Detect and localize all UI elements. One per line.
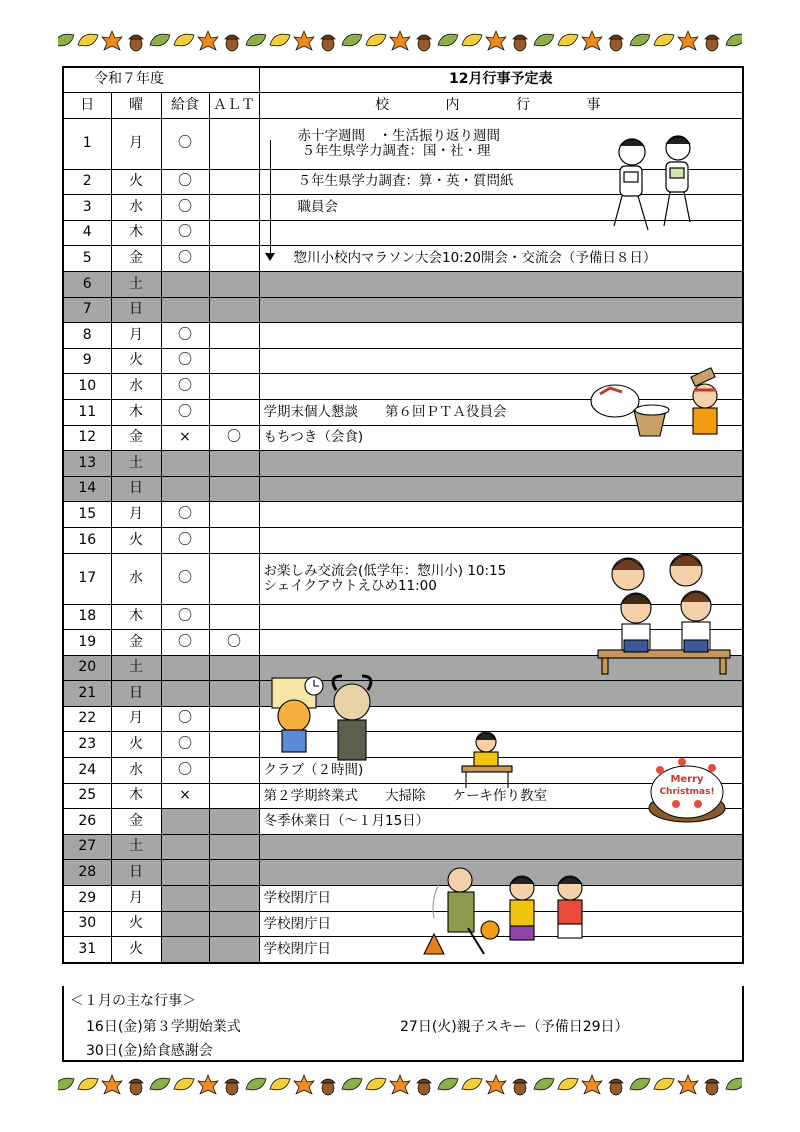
lunch-mark: 〇 [161, 348, 209, 374]
weekday: 月 [111, 886, 161, 912]
leaf-icon [366, 1078, 386, 1090]
alt-mark [209, 271, 259, 297]
weekday: 金 [111, 246, 161, 272]
alt-mark: 〇 [209, 630, 259, 656]
day-number: 1 [63, 118, 111, 169]
event-text: ５年生県学力調査：算・英・質問紙 [297, 173, 514, 190]
school-mascots-illustration [266, 672, 386, 768]
lunch-mark: × [161, 783, 209, 809]
student-at-desk-illustration [456, 728, 518, 790]
lunch-mark: 〇 [161, 374, 209, 400]
weekday: 火 [111, 937, 161, 963]
schedule-row [63, 937, 743, 963]
event-text: 学校閉庁日 [263, 889, 331, 906]
schedule-row [63, 476, 743, 502]
alt-mark [209, 834, 259, 860]
leaf-icon [654, 34, 674, 46]
event-cell [259, 297, 743, 323]
weekday: 火 [111, 348, 161, 374]
col-header-day: 日 [63, 93, 111, 119]
maple-leaf-icon [390, 31, 410, 50]
alt-mark [209, 220, 259, 246]
children-sitting-bench-illustration [596, 546, 736, 676]
schedule-row [63, 246, 743, 272]
leaf-icon [342, 1078, 362, 1090]
lunch-mark: 〇 [161, 527, 209, 553]
schedule-row [63, 502, 743, 528]
day-number: 14 [63, 476, 111, 502]
lunch-mark: 〇 [161, 604, 209, 630]
lunch-mark: 〇 [161, 706, 209, 732]
lunch-mark: 〇 [161, 399, 209, 425]
lunch-mark [161, 809, 209, 835]
lunch-mark: × [161, 425, 209, 451]
alt-mark [209, 937, 259, 963]
event-text: シェイクアウトえひめ11:00 [263, 577, 437, 594]
leaf-icon [534, 1078, 554, 1090]
alt-mark [209, 681, 259, 707]
weekday: 火 [111, 527, 161, 553]
day-number: 7 [63, 297, 111, 323]
alt-mark [209, 195, 259, 221]
day-number: 27 [63, 834, 111, 860]
lunch-mark: 〇 [161, 118, 209, 169]
schedule-row [63, 323, 743, 349]
era-year: 令和７年度 [63, 67, 259, 93]
weekday: 土 [111, 655, 161, 681]
leaf-icon [630, 34, 650, 46]
weekday: 金 [111, 425, 161, 451]
alt-mark [209, 348, 259, 374]
event-text: 職員会 [297, 199, 338, 216]
weekday: 土 [111, 834, 161, 860]
alt-mark [209, 886, 259, 912]
lunch-mark: 〇 [161, 553, 209, 604]
leaf-icon [558, 1078, 578, 1090]
schedule-row [63, 911, 743, 937]
day-number: 18 [63, 604, 111, 630]
day-number: 29 [63, 886, 111, 912]
weekday: 月 [111, 323, 161, 349]
next-month-item: 27日(火)親子スキー（予備日29日） [400, 1019, 629, 1035]
maple-leaf-icon [198, 31, 218, 50]
christmas-cake-illustration [646, 752, 728, 826]
event-cell [259, 323, 743, 349]
alt-mark [209, 604, 259, 630]
weekday: 水 [111, 374, 161, 400]
col-header-alt: ＡＬＴ [209, 93, 259, 119]
schedule-row [63, 809, 743, 835]
leaf-icon [438, 34, 458, 46]
alt-mark [209, 169, 259, 195]
weekday: 水 [111, 553, 161, 604]
alt-mark [209, 655, 259, 681]
lunch-mark: 〇 [161, 246, 209, 272]
day-number: 30 [63, 911, 111, 937]
day-number: 22 [63, 706, 111, 732]
event-cell [259, 502, 743, 528]
maple-leaf-icon [582, 31, 602, 50]
page-title: 12月行事予定表 [259, 67, 743, 93]
leaf-icon [462, 34, 482, 46]
weekday: 日 [111, 476, 161, 502]
lunch-mark: 〇 [161, 323, 209, 349]
event-text: 赤十字週間 ・生活振り返り週間 [297, 127, 500, 144]
weekday: 土 [111, 451, 161, 477]
leaf-icon [174, 1078, 194, 1090]
day-number: 5 [63, 246, 111, 272]
leaf-icon [246, 34, 266, 46]
alt-mark [209, 476, 259, 502]
event-cell [259, 476, 743, 502]
leaf-icon [246, 1078, 266, 1090]
lunch-mark [161, 860, 209, 886]
maple-leaf-icon [582, 1075, 602, 1094]
mochi-pounding-illustration [580, 366, 730, 456]
day-number: 8 [63, 323, 111, 349]
leaf-icon [558, 34, 578, 46]
cake-text-merry: Merry [670, 774, 704, 785]
lunch-mark: 〇 [161, 732, 209, 758]
day-number: 25 [63, 783, 111, 809]
autumn-leaf-border-bottom [58, 1072, 742, 1098]
weekday: 日 [111, 297, 161, 323]
event-text: 学期末個人懇談 第６回ＰＴＡ役員会 [263, 403, 507, 420]
event-text: クラブ（２時間) [263, 761, 364, 778]
weekday: 木 [111, 399, 161, 425]
maple-leaf-icon [294, 1075, 314, 1094]
maple-leaf-icon [198, 1075, 218, 1094]
leaf-icon [78, 1078, 98, 1090]
schedule-row [63, 886, 743, 912]
lunch-mark [161, 681, 209, 707]
schedule-row [63, 297, 743, 323]
weekday: 木 [111, 604, 161, 630]
lunch-mark: 〇 [161, 502, 209, 528]
leaf-icon [270, 1078, 290, 1090]
schedule-row [63, 834, 743, 860]
weekday: 日 [111, 860, 161, 886]
event-cell [259, 834, 743, 860]
next-month-item: 16日(金)第３学期始業式 [86, 1019, 241, 1035]
weekday: 月 [111, 502, 161, 528]
maple-leaf-icon [678, 31, 698, 50]
leaf-icon [534, 34, 554, 46]
schedule-row [63, 860, 743, 886]
day-number: 15 [63, 502, 111, 528]
maple-leaf-icon [486, 1075, 506, 1094]
event-text: お楽しみ交流会(低学年：惣川小) 10:15 [263, 562, 507, 579]
lunch-mark: 〇 [161, 220, 209, 246]
alt-mark: 〇 [209, 425, 259, 451]
maple-leaf-icon [390, 1075, 410, 1094]
day-number: 2 [63, 169, 111, 195]
autumn-leaf-border-top [58, 28, 742, 54]
lunch-mark: 〇 [161, 169, 209, 195]
alt-mark [209, 323, 259, 349]
day-number: 9 [63, 348, 111, 374]
event-text: 学校閉庁日 [263, 941, 331, 958]
leaf-icon [462, 1078, 482, 1090]
next-month-events [62, 986, 744, 1062]
event-text: 学校閉庁日 [263, 915, 331, 932]
event-text: もちつき（会食) [263, 429, 364, 446]
day-number: 20 [63, 655, 111, 681]
col-header-events: 校 内 行 事 [259, 93, 743, 119]
leaf-icon [174, 34, 194, 46]
leaf-icon [150, 1078, 170, 1090]
schedule-row [63, 783, 743, 809]
day-number: 10 [63, 374, 111, 400]
autumn-sweeping-illustration [410, 858, 600, 958]
alt-mark [209, 297, 259, 323]
day-number: 12 [63, 425, 111, 451]
day-number: 13 [63, 451, 111, 477]
lunch-mark [161, 271, 209, 297]
next-month-item: 30日(金)給食感謝会 [86, 1043, 213, 1059]
alt-mark [209, 553, 259, 604]
weekday: 木 [111, 220, 161, 246]
day-number: 23 [63, 732, 111, 758]
alt-mark [209, 732, 259, 758]
maple-leaf-icon [678, 1075, 698, 1094]
alt-mark [209, 758, 259, 784]
weekday: 火 [111, 732, 161, 758]
event-cell [259, 271, 743, 297]
leaf-icon [150, 34, 170, 46]
weekday: 土 [111, 271, 161, 297]
leaf-icon [342, 34, 362, 46]
day-number: 24 [63, 758, 111, 784]
alt-mark [209, 374, 259, 400]
lunch-mark: 〇 [161, 195, 209, 221]
weekday: 水 [111, 195, 161, 221]
alt-mark [209, 246, 259, 272]
alt-mark [209, 451, 259, 477]
weekday: 金 [111, 809, 161, 835]
next-month-heading: ＜１月の主な行事＞ [70, 993, 196, 1009]
lunch-mark [161, 451, 209, 477]
alt-mark [209, 911, 259, 937]
leaf-icon [654, 1078, 674, 1090]
alt-mark [209, 118, 259, 169]
leaf-icon [726, 34, 742, 46]
schedule-row [63, 706, 743, 732]
event-text: ５年生県学力調査：国・社・理 [301, 142, 491, 159]
leaf-icon [438, 1078, 458, 1090]
lunch-mark [161, 655, 209, 681]
schedule-row [63, 271, 743, 297]
alt-mark [209, 502, 259, 528]
day-number: 28 [63, 860, 111, 886]
maple-leaf-icon [102, 31, 122, 50]
day-number: 21 [63, 681, 111, 707]
day-number: 11 [63, 399, 111, 425]
leaf-icon [58, 34, 74, 46]
leaf-icon [270, 34, 290, 46]
schedule-row [63, 758, 743, 784]
weekday: 月 [111, 706, 161, 732]
lunch-mark [161, 937, 209, 963]
alt-mark [209, 809, 259, 835]
leaf-icon [726, 1078, 742, 1090]
alt-mark [209, 706, 259, 732]
period-arrow-line [270, 140, 271, 256]
weekday: 金 [111, 630, 161, 656]
event-text: 第２学期終業式 大掃除 ケーキ作り教室 [263, 787, 547, 804]
leaf-icon [630, 1078, 650, 1090]
alt-mark [209, 399, 259, 425]
arrow-down-icon [265, 253, 275, 261]
maple-leaf-icon [102, 1075, 122, 1094]
weekday: 火 [111, 911, 161, 937]
alt-mark [209, 783, 259, 809]
leaf-icon [58, 1078, 74, 1090]
lunch-mark [161, 886, 209, 912]
col-header-lunch: 給食 [161, 93, 209, 119]
weekday: 月 [111, 118, 161, 169]
day-number: 16 [63, 527, 111, 553]
day-number: 17 [63, 553, 111, 604]
day-number: 19 [63, 630, 111, 656]
weekday: 木 [111, 783, 161, 809]
event-text: 冬季休業日（～１月15日） [263, 813, 430, 830]
day-number: 6 [63, 271, 111, 297]
leaf-icon [78, 34, 98, 46]
day-number: 31 [63, 937, 111, 963]
cake-text-christmas: Christmas! [659, 787, 715, 797]
lunch-mark [161, 476, 209, 502]
col-header-weekday: 曜 [111, 93, 161, 119]
schedule-row [63, 732, 743, 758]
lunch-mark [161, 911, 209, 937]
lunch-mark: 〇 [161, 758, 209, 784]
lunch-mark [161, 834, 209, 860]
day-number: 4 [63, 220, 111, 246]
weekday: 水 [111, 758, 161, 784]
day-number: 3 [63, 195, 111, 221]
alt-mark [209, 860, 259, 886]
schedule-row [63, 681, 743, 707]
weekday: 日 [111, 681, 161, 707]
lunch-mark [161, 297, 209, 323]
maple-leaf-icon [486, 31, 506, 50]
weekday: 火 [111, 169, 161, 195]
alt-mark [209, 527, 259, 553]
day-number: 26 [63, 809, 111, 835]
event-cell [259, 246, 743, 272]
leaf-icon [366, 34, 386, 46]
maple-leaf-icon [294, 31, 314, 50]
marathon-runners-illustration [600, 128, 710, 248]
event-text: 惣川小校内マラソン大会10:20開会・交流会（予備日８日） [293, 250, 657, 267]
lunch-mark: 〇 [161, 630, 209, 656]
